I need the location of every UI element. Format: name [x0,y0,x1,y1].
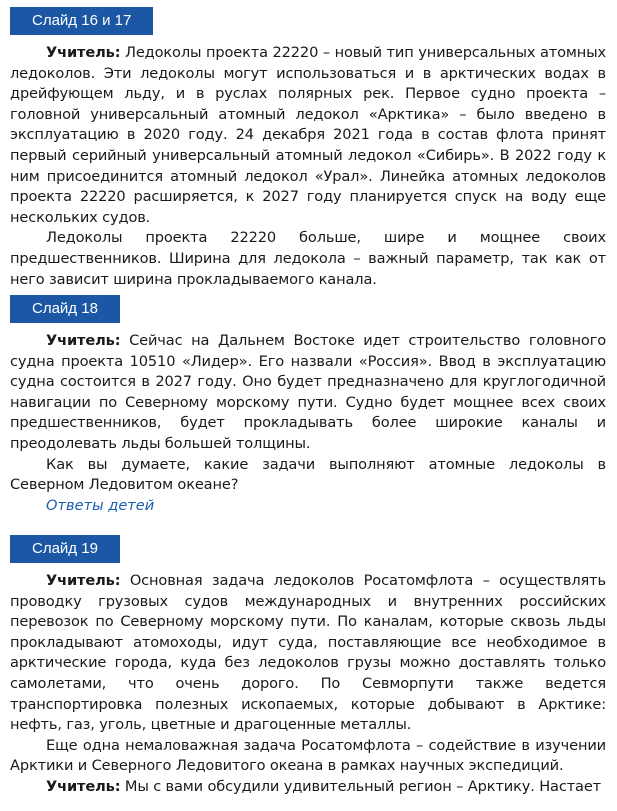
paragraph [10,228,606,290]
speaker-label: Учитель: [46,572,121,589]
speaker-label: Учитель: [46,777,121,795]
speaker-label: Учитель: [46,332,121,349]
paragraph-text: Сейчас на Дальнем Востоке идет строительство головного судна проекта 10510 «Лидер». Его назвали «Россия». Ввод в эксплуатацию судна состоится в 2027 году. Оно будет предназначено для круглогодичной навигации по Северному морскому пути. Судно будет мощнее всех своих предшественников, будет прокладывать более широкие каналы и преодолевать льды большей толщины. [10,332,606,452]
slide-label: Слайд 18 [10,295,120,323]
slide-label: Слайд 16 и 17 [10,7,153,35]
paragraph-text: Основная задача ледоколов Росатомфлота – осуществлять проводку грузовых судов международных и внутренних российских перевозок по Северному морскому пути. По каналам, которые сквозь льды прокладывают атомоходы, идут суда, поставляющие все необходимое в арктические города, куда без ледоколов грузы можно доставлять только самолетами, что очень дорого. По Севморпути также ведется транспортировка полезных ископаемых, которые добывают в Арктике: нефть, газ, уголь, цветные и драгоценные металлы. [10,572,606,734]
children-answers-note: Ответы детей [46,496,155,514]
slide-label: Слайд 19 [10,535,120,563]
paragraph [10,455,606,496]
paragraph-text: Ледоколы проекта 22220 больше, шире и мощнее своих предшественников. Ширина для ледокола – важный параметр, так как от него зависит ширина прокладываемого канала. [10,229,606,288]
paragraph [10,777,606,798]
paragraph-text: Мы с вами обсудили удивительный регион – Арктику. Настает [120,777,602,795]
paragraph [10,571,606,736]
paragraph [10,331,606,455]
slide-section [10,43,606,290]
slide-section [10,571,606,798]
paragraph [10,736,606,777]
paragraph-text: Еще одна немаловажная задача Росатомфлота – содействие в изучении Арктики и Северного Ледовитого океана в рамках научных экспедиций. [10,736,606,775]
paragraph-text: Ледоколы проекта 22220 – новый тип универсальных атомных ледоколов. Эти ледоколы могут использоваться и в арктических водах в дрейфующем льду, и в руслах полярных рек. Первое судно проекта – головной универсальный атомный ледокол «Арктика» – было введено в эксплуатацию в 2020 году. 24 декабря 2021 года в состав флота принят первый серийный универсальный атомный ледокол «Сибирь». В 2022 году к ним присоединится атомный ледокол «Урал». Линейка атомных ледоколов проекта 22220 расширяется, к 2027 году планируется спуск на воду еще нескольких судов. [10,44,606,226]
slide-section [10,331,606,516]
speaker-label: Учитель: [46,44,121,61]
paragraph-text: Как вы думаете, какие задачи выполняют атомные ледоколы в Северном Ледовитом океане? [10,455,606,494]
paragraph [10,43,606,228]
